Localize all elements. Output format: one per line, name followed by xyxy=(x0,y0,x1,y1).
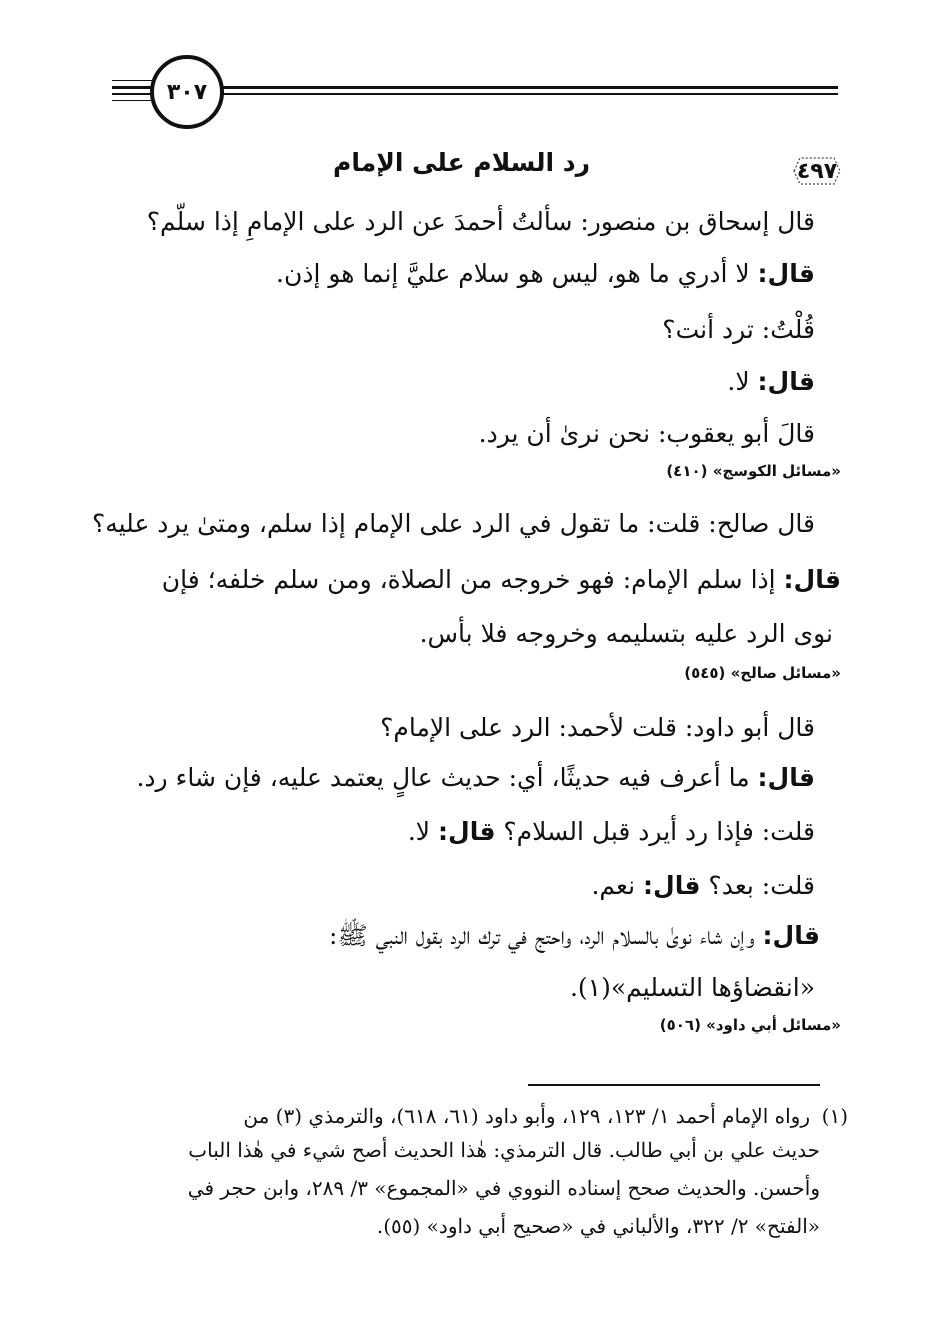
line-text: قال أبو داود: قلت لأحمد: الرد على الإمام؟ xyxy=(380,713,815,742)
line-text: قال صالح: قلت: ما تقول في الرد على الإمام إذا سلم، ومتىٰ يرد عليه؟ xyxy=(91,509,815,538)
line-text: إذا سلم الإمام: فهو خروجه من الصلاة، ومن سلم خلفه؛ فإن xyxy=(161,565,784,594)
text-line xyxy=(408,816,815,848)
text-line xyxy=(147,206,815,238)
footnote-separator xyxy=(528,1084,820,1086)
text-line xyxy=(136,762,815,794)
footnote-line: رواه الإمام أحمد ١/ ١٢٣، ١٢٩، وأبو داود (٦١، ٦١٨)، والترمذي (٣) من xyxy=(243,1104,810,1128)
text-line xyxy=(662,314,815,346)
text-line xyxy=(591,870,815,902)
text-line xyxy=(420,618,833,650)
line-text: لا. xyxy=(407,817,439,846)
line-text: قال إسحاق بن منصور: سألتُ أحمدَ عن الرد على الإمامِ إذا سلّم؟ xyxy=(146,207,815,236)
line-text: نوى الرد عليه بتسليمه وخروجه فلا بأس. xyxy=(419,619,833,648)
source-reference: «مسائل صالح» (٥٤٥) xyxy=(684,664,841,682)
speaker-label: قال: xyxy=(438,817,496,846)
line-text: قلت: فإذا رد أيرد قبل السلام؟ xyxy=(495,817,815,846)
text-line xyxy=(727,366,815,398)
line-text: قُلْتُ: ترد أنت؟ xyxy=(662,315,815,344)
text-line xyxy=(479,418,815,450)
footnote-line: «الفتح» ٢/ ٣٢٢، والألباني في «صحيح أبي داود» (٥٥). xyxy=(376,1214,820,1238)
line-text: لا أدري ما هو، ليس هو سلام عليَّ إنما هو إذن. xyxy=(276,259,758,288)
text-line xyxy=(329,920,820,952)
footnote-line: حديث علي بن أبي طالب. قال الترمذي: هٰذا الحديث أصح شيء في هٰذا الباب xyxy=(188,1138,820,1162)
source-reference: «مسائل أبي داود» (٥٠٦) xyxy=(659,1016,841,1034)
text-line xyxy=(162,564,841,596)
footnote-marker: (١) xyxy=(821,1104,848,1128)
speaker-label: قال: xyxy=(643,871,701,900)
line-text: ما أعرف فيه حديثًا، أي: حديث عالٍ يعتمد عليه، فإن شاء رد. xyxy=(136,763,758,792)
chapter-number: ٤٩٧ xyxy=(796,158,838,184)
line-text: لا. xyxy=(727,367,758,396)
speaker-label: قال: xyxy=(762,921,820,950)
speaker-label: قال: xyxy=(757,367,815,396)
text-line xyxy=(570,972,815,1004)
chapter-title: رد السلام على الإمام xyxy=(333,148,590,177)
source-reference: «مسائل الكوسج» (٤١٠) xyxy=(666,462,841,480)
footnote-line: وأحسن. والحديث صحح إسناده النووي في «المجموع» ٣/ ٢٨٩، وابن حجر في xyxy=(187,1176,820,1200)
page-number: ٣٠٧ xyxy=(150,55,224,129)
text-line xyxy=(92,508,815,540)
line-text: قالَ أبو يعقوب: نحن نرىٰ أن يرد. xyxy=(478,419,815,448)
line-text: «انقضاؤها التسليم»(١). xyxy=(569,973,815,1002)
line-text: وإن شاء نوىٰ بالسلام الرد، واحتج في ترك الرد بقول النبي ﷺ: xyxy=(329,921,763,950)
header-rule-thin-top xyxy=(112,80,152,81)
chapter-number-badge xyxy=(786,152,848,190)
line-text: نعم. xyxy=(591,871,644,900)
text-line xyxy=(276,258,815,290)
speaker-label: قال: xyxy=(783,565,841,594)
speaker-label: قال: xyxy=(757,763,815,792)
text-line xyxy=(380,712,815,744)
line-text: قلت: بعد؟ xyxy=(700,871,815,900)
header-rule-thin-bottom xyxy=(112,100,152,101)
speaker-label: قال: xyxy=(757,259,815,288)
